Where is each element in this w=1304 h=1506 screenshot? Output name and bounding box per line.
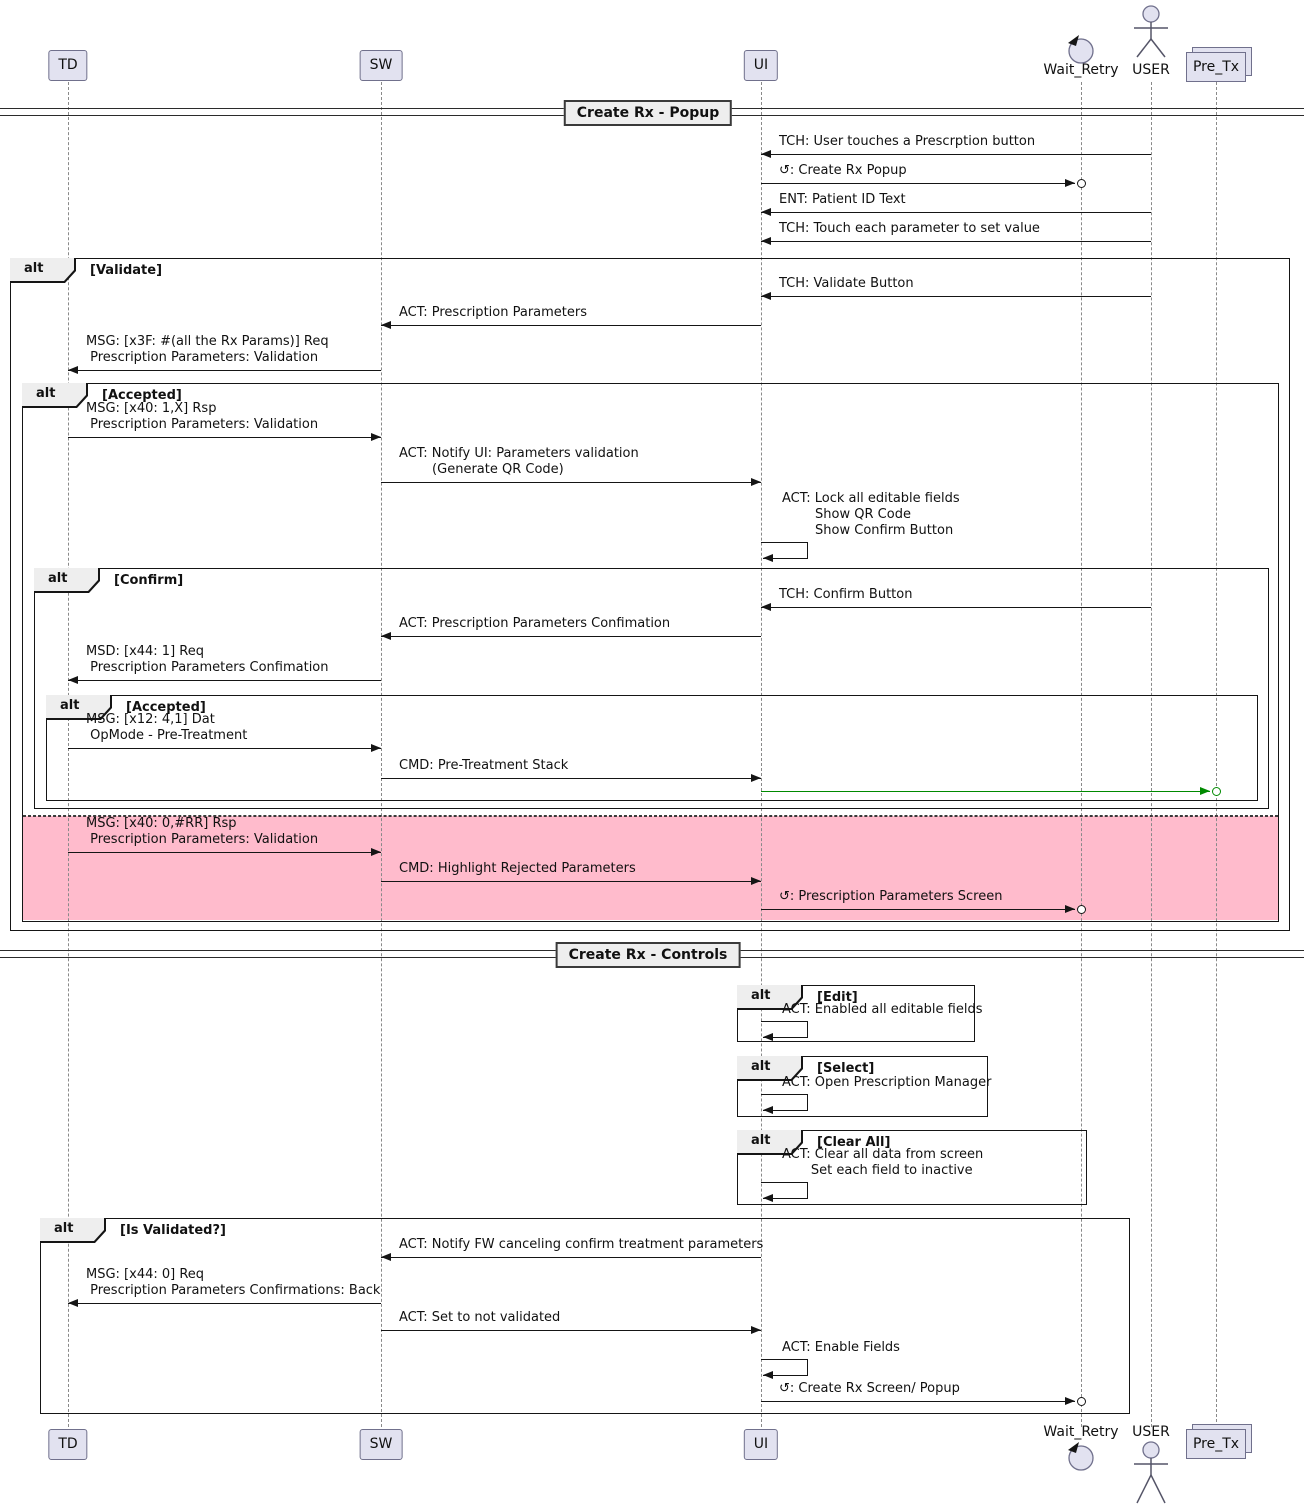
message-line — [381, 778, 761, 779]
message-label — [779, 163, 907, 179]
message-line — [761, 607, 1151, 608]
alt-operator-label: alt — [751, 1133, 771, 1148]
alt-operator-label: alt — [48, 571, 68, 586]
message-label-line: TCH: Validate Button — [779, 276, 914, 291]
message-label-line: MSG: [x40: 1,X] Rsp — [86, 401, 217, 416]
message-line — [68, 370, 381, 371]
message-label — [782, 1002, 983, 1018]
lost-message-circle — [1077, 905, 1086, 914]
arrowhead — [371, 433, 381, 441]
message-line — [761, 296, 1151, 297]
arrowhead — [763, 1194, 773, 1202]
self-message-line — [807, 542, 808, 559]
message-line — [381, 636, 761, 637]
message-label-line: ACT: Notify UI: Parameters validation — [399, 446, 639, 461]
participant-box-td: TD — [48, 1429, 87, 1460]
message-line — [381, 1330, 761, 1331]
message-label — [782, 1075, 991, 1091]
alt-condition-label: [Edit] — [817, 990, 858, 1005]
message-label — [86, 1267, 380, 1299]
arrowhead — [751, 774, 761, 782]
alt-operator-label: alt — [751, 988, 771, 1003]
participant-label-user: USER — [1132, 62, 1170, 78]
message-label-line: ACT: Clear all data from screen — [782, 1147, 984, 1162]
message-label — [399, 305, 587, 321]
alt-condition-label: [Is Validated?] — [120, 1223, 226, 1238]
arrowhead — [381, 321, 391, 329]
message-label-line: CMD: Pre-Treatment Stack — [399, 758, 569, 773]
message-label-line: Prescription Parameters Confimation — [86, 660, 329, 675]
alt-operator-label: alt — [60, 698, 80, 713]
alt-condition-label: [Confirm] — [114, 573, 184, 588]
message-line — [68, 1303, 381, 1304]
message-label-line: MSG: [x40: 0,#RR] Rsp — [86, 816, 237, 831]
message-label-line: Prescription Parameters: Validation — [86, 417, 319, 432]
message-label-line: ↺: Create Rx Popup — [779, 163, 907, 178]
alt-operator-label: alt — [751, 1059, 771, 1074]
lost-message-circle — [1212, 787, 1221, 796]
message-label-line: MSG: [x3F: #(all the Rx Params)] Req — [86, 334, 329, 349]
user-actor-icon — [1131, 1441, 1171, 1505]
message-line — [68, 748, 381, 749]
message-label — [779, 587, 912, 603]
message-label-line: ↺: Create Rx Screen/ Popup — [779, 1381, 960, 1396]
arrowhead — [68, 1299, 78, 1307]
participant-label-wait-retry: Wait_Retry — [1043, 62, 1119, 78]
self-message-line — [807, 1021, 808, 1038]
message-label-line: Set each field to inactive — [782, 1163, 973, 1178]
message-label — [86, 334, 329, 366]
arrowhead — [371, 744, 381, 752]
arrowhead — [761, 208, 771, 216]
alt-condition-label: [Clear All] — [817, 1135, 891, 1150]
alt-condition-label: [Accepted] — [102, 388, 182, 403]
self-message-line — [761, 1094, 808, 1095]
message-label-line: TCH: User touches a Prescrption button — [779, 134, 1036, 149]
message-line — [381, 325, 761, 326]
message-label-line: ACT: Lock all editable fields — [782, 491, 960, 506]
message-label — [779, 1381, 960, 1397]
message-label — [779, 889, 1002, 905]
arrowhead — [1200, 787, 1210, 795]
participant-label-wait-retry: Wait_Retry — [1043, 1424, 1119, 1440]
arrowhead — [1065, 905, 1075, 913]
message-label — [86, 712, 247, 744]
self-message-line — [807, 1094, 808, 1111]
divider-title: Create Rx - Popup — [564, 100, 732, 126]
arrowhead — [763, 1371, 773, 1379]
message-label-line: ACT: Enable Fields — [782, 1340, 900, 1355]
message-label-line: (Generate QR Code) — [399, 462, 564, 477]
message-label-line: Show Confirm Button — [782, 523, 954, 538]
message-line — [761, 791, 1210, 792]
message-label — [782, 1147, 983, 1179]
message-label — [399, 1237, 763, 1253]
participant-box-sw: SW — [360, 1429, 403, 1460]
arrowhead — [371, 848, 381, 856]
message-label — [86, 644, 329, 676]
alt-condition-label: [Accepted] — [126, 700, 206, 715]
arrowhead — [68, 676, 78, 684]
message-label-line: ↺: Prescription Parameters Screen — [779, 889, 1003, 904]
message-label — [779, 192, 906, 208]
message-label-line: TCH: Touch each parameter to set value — [779, 221, 1040, 236]
message-label-line: ACT: Enabled all editable fields — [782, 1002, 983, 1017]
message-label-line: Prescription Parameters: Validation — [86, 350, 319, 365]
message-label-line: ACT: Set to not validated — [399, 1310, 561, 1325]
arrowhead — [763, 1106, 773, 1114]
arrowhead — [761, 237, 771, 245]
message-label — [86, 816, 318, 848]
message-label-line: MSD: [x44: 1] Req — [86, 644, 204, 659]
collections-box-pre-tx: Pre_Tx — [1186, 1429, 1246, 1459]
user-actor-icon — [1131, 5, 1171, 59]
message-line — [68, 852, 381, 853]
participant-box-td: TD — [48, 50, 87, 81]
wait-retry-control-icon — [1063, 1441, 1099, 1471]
participant-box-ui: UI — [744, 50, 778, 81]
alt-operator-label: alt — [36, 386, 56, 401]
message-label-line: TCH: Confirm Button — [779, 587, 913, 602]
arrowhead — [761, 150, 771, 158]
message-label-line: MSG: [x12: 4,1] Dat — [86, 712, 215, 727]
message-label — [86, 401, 318, 433]
message-line — [761, 241, 1151, 242]
self-message-line — [807, 1182, 808, 1199]
divider-title: Create Rx - Controls — [556, 942, 741, 968]
arrowhead — [1065, 179, 1075, 187]
message-label-line: ENT: Patient ID Text — [779, 192, 906, 207]
message-line — [761, 909, 1075, 910]
message-label — [399, 758, 568, 774]
self-message-line — [761, 1359, 808, 1360]
message-line — [761, 183, 1075, 184]
alt-condition-label: [Validate] — [90, 263, 163, 278]
message-line — [381, 1257, 761, 1258]
message-line — [68, 680, 381, 681]
wait-retry-control-icon — [1063, 34, 1099, 64]
participant-box-ui: UI — [744, 1429, 778, 1460]
message-label-line: CMD: Highlight Rejected Parameters — [399, 861, 636, 876]
arrowhead — [761, 292, 771, 300]
arrowhead — [761, 603, 771, 611]
message-label — [399, 616, 670, 632]
message-label-line: ACT: Prescription Parameters — [399, 305, 588, 320]
lost-message-circle — [1077, 179, 1086, 188]
message-label-line: Prescription Parameters Confirmations: Back — [86, 1283, 381, 1298]
message-label-line: ACT: Open Prescription Manager — [782, 1075, 992, 1090]
message-line — [381, 482, 761, 483]
arrowhead — [381, 632, 391, 640]
message-line — [761, 1401, 1075, 1402]
message-label — [779, 134, 1035, 150]
alt-operator-label: alt — [54, 1221, 74, 1236]
arrowhead — [68, 366, 78, 374]
alt-condition-label: [Select] — [817, 1061, 875, 1076]
message-line — [761, 212, 1151, 213]
message-label — [779, 221, 1040, 237]
message-label-line: MSG: [x44: 0] Req — [86, 1267, 205, 1282]
lost-message-circle — [1077, 1397, 1086, 1406]
message-label — [399, 861, 636, 877]
collections-box-pre-tx: Pre_Tx — [1186, 52, 1246, 82]
arrowhead — [763, 554, 773, 562]
message-label — [779, 276, 914, 292]
message-label — [399, 1310, 560, 1326]
arrowhead — [381, 1253, 391, 1261]
message-line — [381, 881, 761, 882]
arrowhead — [751, 478, 761, 486]
message-label — [782, 491, 960, 539]
message-label-line: Show QR Code — [782, 507, 911, 522]
self-message-line — [761, 1021, 808, 1022]
participant-label-user: USER — [1132, 1424, 1170, 1440]
message-label — [782, 1340, 900, 1356]
message-label-line: OpMode - Pre-Treatment — [86, 728, 248, 743]
message-label-line: ACT: Prescription Parameters Confimation — [399, 616, 671, 631]
self-message-line — [807, 1359, 808, 1376]
arrowhead — [1065, 1397, 1075, 1405]
arrowhead — [763, 1033, 773, 1041]
arrowhead — [751, 1326, 761, 1334]
participant-box-sw: SW — [360, 50, 403, 81]
alt-operator-label: alt — [24, 261, 44, 276]
message-label-line: Prescription Parameters: Validation — [86, 832, 319, 847]
message-line — [68, 437, 381, 438]
self-message-line — [761, 542, 808, 543]
message-label-line: ACT: Notify FW canceling confirm treatment parameters — [399, 1237, 764, 1252]
message-line — [761, 154, 1151, 155]
arrowhead — [751, 877, 761, 885]
self-message-line — [761, 1182, 808, 1183]
message-label — [399, 446, 639, 478]
